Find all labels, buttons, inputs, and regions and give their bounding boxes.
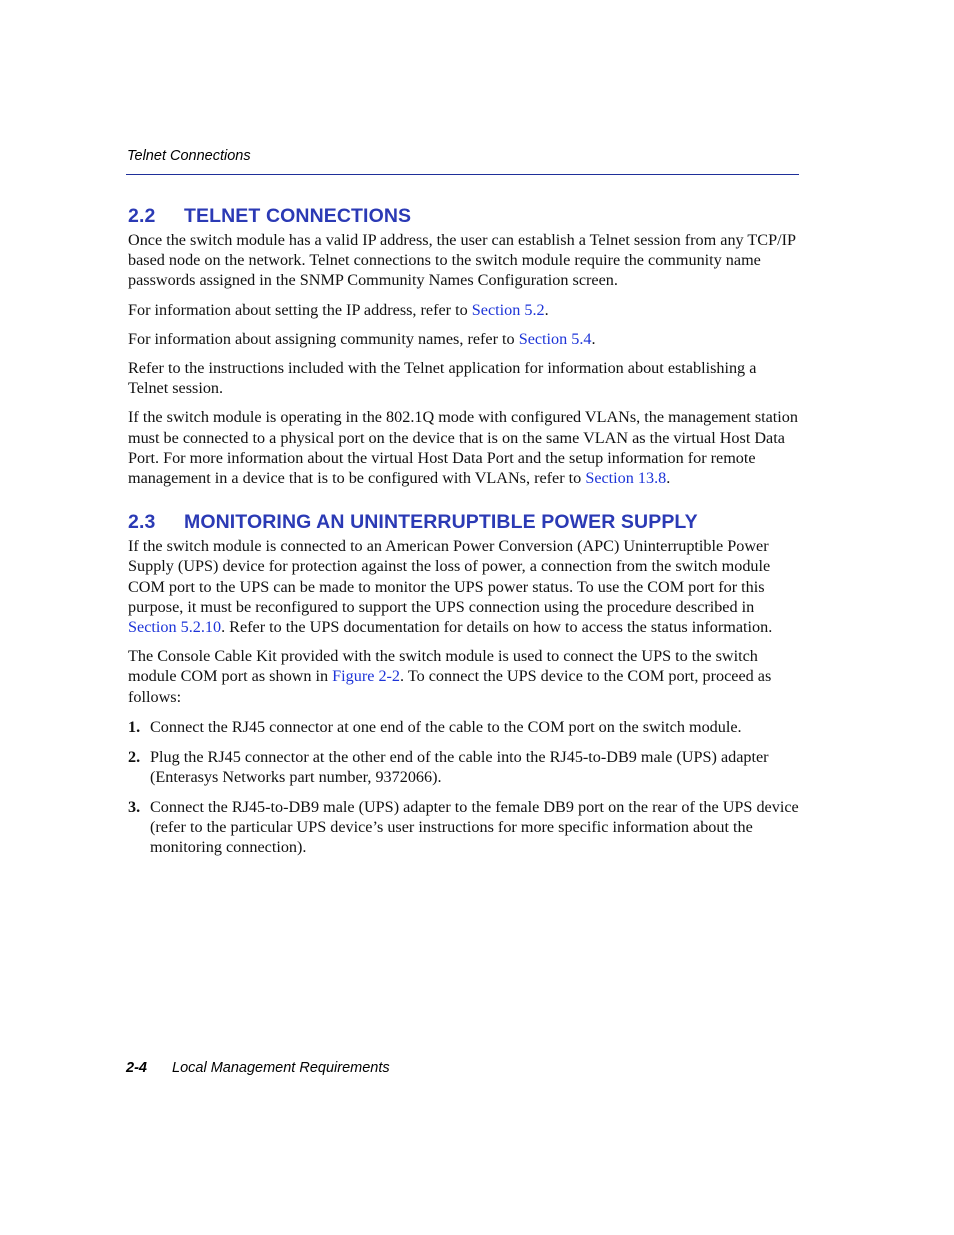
section-title: TELNET CONNECTIONS <box>184 205 412 227</box>
step-text: Plug the RJ45 connector at the other end of the cable into the RJ45-to-DB9 male (UPS) adapter (Enterasys Networks part number, 9372066). <box>150 747 769 786</box>
paragraph-text: If the switch module is operating in the 802.1Q mode with configured VLANs, the management station must be connected to a physical port on the device that is on the same VLAN as the virtual Host Data Port. For more information about the virtual Host Data Port and the setup information for remote management in a device that is to be configured with VLANs, refer to <box>128 408 798 488</box>
step-number: 1. <box>128 717 141 736</box>
section-number: 2.2 <box>128 205 156 227</box>
section-heading-telnet <box>128 203 800 229</box>
paragraph-text: . To connect the UPS device to the COM port, proceed as follows: <box>128 667 772 706</box>
paragraph-text: . <box>544 300 549 319</box>
paragraph-text: The Console Cable Kit provided with the switch module is used to connect the UPS to the switch module COM port as shown in <box>128 647 758 686</box>
header-rule <box>126 174 799 175</box>
paragraph-text: For information about setting the IP address, refer to <box>128 300 472 319</box>
section-heading-ups <box>128 509 800 535</box>
paragraph-text: . <box>591 329 596 348</box>
running-header: Telnet Connections <box>127 148 251 164</box>
paragraph-text: If the switch module is connected to an American Power Conversion (APC) Uninterruptible Power Supply (UPS) device for protection against the loss of power, a connection from the switch module COM port to the UPS can be made to monitor the UPS power status. To use the COM port for this purpose, it must be reconfigured to support the UPS connection using the procedure described in <box>128 537 771 616</box>
list-item <box>128 717 800 737</box>
step-text: Connect the RJ45-to-DB9 male (UPS) adapter to the female DB9 port on the rear of the UPS device (refer to the particular UPS device’s user instructions for more specific information about the monitoring connection). <box>150 797 799 857</box>
paragraph-text: . <box>666 469 671 488</box>
section-number: 2.3 <box>128 511 156 534</box>
section-title: MONITORING AN UNINTERRUPTIBLE POWER SUPPLY <box>184 511 698 534</box>
paragraph-text: For information about assigning community names, refer to <box>128 329 519 348</box>
footer-title: Local Management Requirements <box>172 1060 390 1076</box>
link-section-5-2[interactable]: Section 5.2 <box>471 300 545 319</box>
page-number: 2-4 <box>126 1060 147 1076</box>
step-number: 3. <box>128 797 141 816</box>
link-section-5-2-10[interactable]: Section 5.2.10 <box>128 618 222 637</box>
running-footer <box>126 1060 390 1076</box>
page-content <box>128 203 800 857</box>
paragraph: Refer to the instructions included with the Telnet application for information about establishing a Telnet session. <box>128 359 757 398</box>
paragraph <box>128 646 800 707</box>
step-text: Connect the RJ45 connector at one end of the cable to the COM port on the switch module. <box>150 717 742 736</box>
list-item <box>128 747 800 787</box>
link-figure-2-2[interactable]: Figure 2-2 <box>332 667 401 686</box>
paragraph <box>128 407 800 488</box>
paragraph-text: . Refer to the UPS documentation for details on how to access the status information. <box>221 618 773 637</box>
step-number: 2. <box>128 747 141 766</box>
procedure-steps <box>128 717 800 858</box>
link-section-13-8[interactable]: Section 13.8 <box>585 469 667 488</box>
list-item <box>128 797 800 858</box>
paragraph <box>128 329 800 349</box>
paragraph <box>128 536 800 637</box>
paragraph: Once the switch module has a valid IP address, the user can establish a Telnet session from any TCP/IP based node on the network. Telnet connections to the switch module require the community name passwords assigned in the SNMP Community Names Configuration screen. <box>128 231 796 290</box>
paragraph <box>128 300 800 320</box>
link-section-5-4[interactable]: Section 5.4 <box>518 329 592 348</box>
